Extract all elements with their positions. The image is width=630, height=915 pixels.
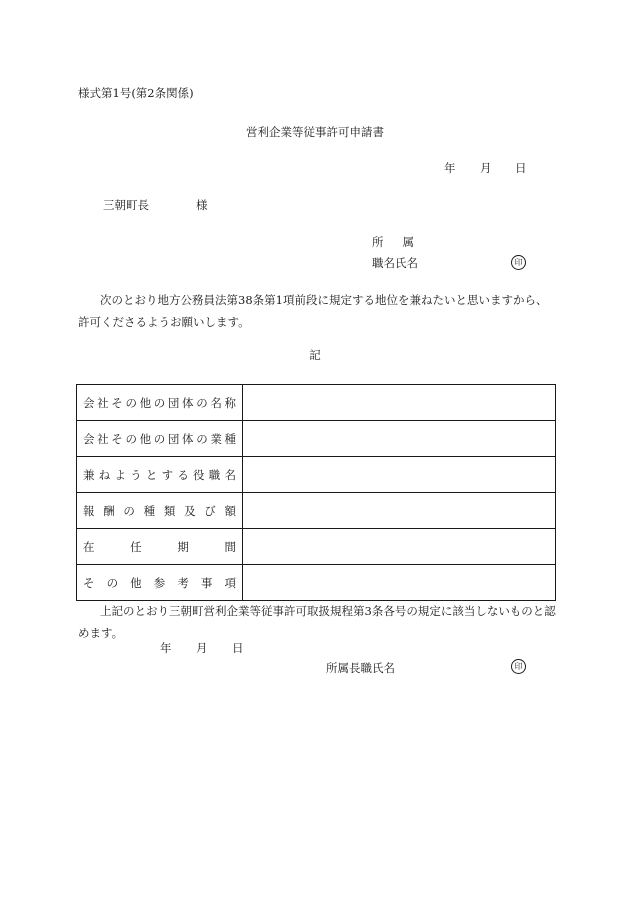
- row-label: 会社その他の団体の業種: [77, 421, 243, 457]
- table-row: [77, 565, 556, 601]
- row-label: 会社その他の団体の名称: [77, 385, 243, 421]
- approver-label: 所属長職氏名: [326, 661, 395, 675]
- approval-text: 上記のとおり三朝町営利企業等従事許可取扱規程第3条各号の規定に該当しないものと認めます。: [78, 604, 556, 640]
- row-value: [243, 385, 556, 421]
- date-year-label: 年: [444, 161, 456, 175]
- row-value: [243, 529, 556, 565]
- ki-heading: 記: [309, 348, 321, 362]
- date-month-label: 月: [480, 161, 492, 175]
- request-text: 次のとおり地方公務員法第38条第1項前段に規定する地位を兼ねたいと思いますから、許可くださるようお願いします。: [78, 293, 548, 329]
- table-row: [77, 493, 556, 529]
- table-row: [77, 529, 556, 565]
- addressee-honorific: 様: [196, 198, 208, 212]
- approval-year-label: 年: [160, 641, 172, 655]
- row-label: 報酬の種類及び額: [77, 493, 243, 529]
- document-title: 営利企業等従事許可申請書: [246, 125, 384, 139]
- row-label: 兼ねようとする役職名: [77, 457, 243, 493]
- applicant-name-label: 職名氏名: [372, 256, 418, 270]
- approver-seal-icon: 印: [511, 659, 526, 674]
- form-number: 様式第1号(第2条関係): [78, 86, 194, 100]
- row-value: [243, 565, 556, 601]
- row-label: その他参考事項: [77, 565, 243, 601]
- row-value: [243, 421, 556, 457]
- row-value: [243, 457, 556, 493]
- date-day-label: 日: [515, 161, 527, 175]
- applicant-seal-icon: 印: [511, 255, 526, 270]
- affiliation-label: 所属: [372, 235, 433, 249]
- row-value: [243, 493, 556, 529]
- table-row: [77, 421, 556, 457]
- row-label: 在任期間: [77, 529, 243, 565]
- table-row: [77, 385, 556, 421]
- approval-day-label: 日: [232, 641, 244, 655]
- details-table: [76, 384, 556, 601]
- addressee-name: 三朝町長: [103, 198, 149, 212]
- table-row: [77, 457, 556, 493]
- approval-month-label: 月: [196, 641, 208, 655]
